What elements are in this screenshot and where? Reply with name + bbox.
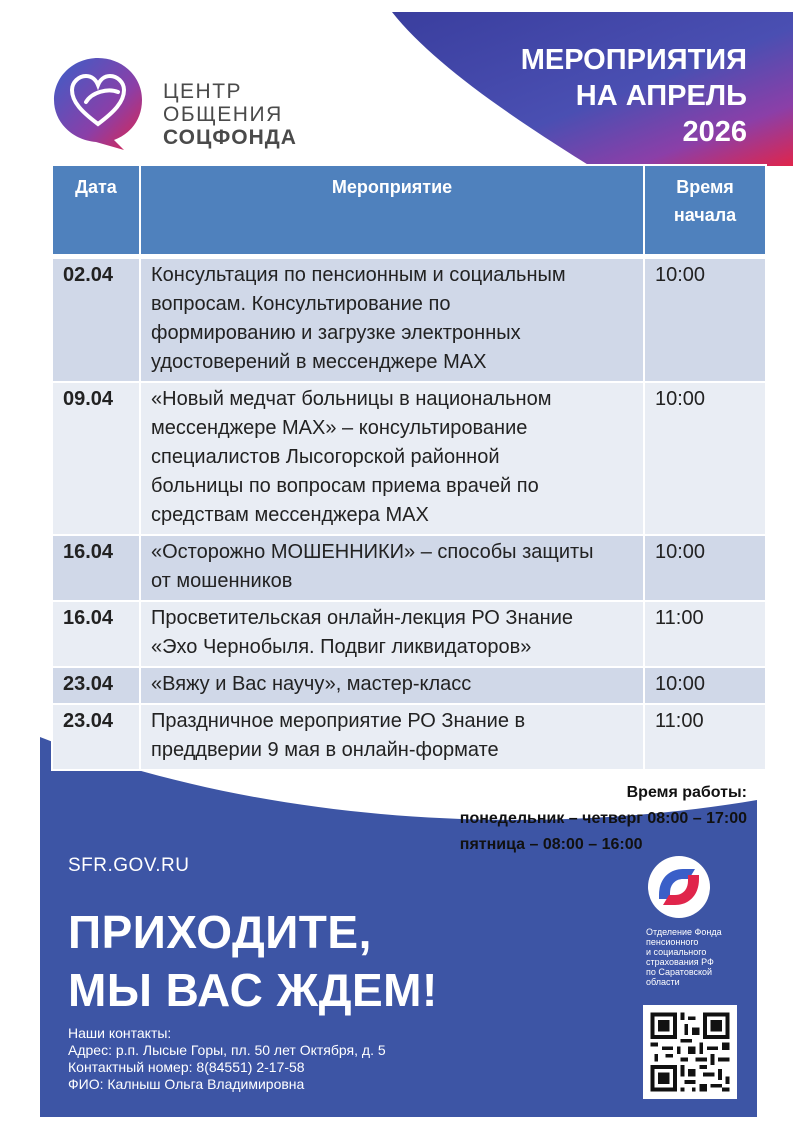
center-logo-icon — [52, 54, 144, 150]
event-description — [140, 382, 644, 535]
event-line: Просветительская онлайн-лекция РО Знание — [151, 607, 573, 629]
event-line: Праздничное мероприятие РО Знание в — [151, 710, 526, 732]
event-line: средствам мессенджера МАХ — [151, 504, 429, 526]
page-title — [521, 42, 747, 150]
event-line: специалистов Лысогорской районной — [151, 446, 500, 468]
sfr-caption-line: Отделение Фонда — [646, 927, 722, 937]
logo-line-2: ОБЩЕНИЯ — [163, 103, 283, 126]
event-line: «Новый медчат больницы в национальном — [151, 388, 552, 410]
event-description — [140, 258, 644, 382]
event-line: формированию и загрузке электронных — [151, 322, 521, 344]
contacts-block — [68, 1025, 386, 1093]
header-event: Мероприятие — [140, 165, 644, 255]
contacts-person: ФИО: Калныш Ольга Владимировна — [68, 1076, 305, 1092]
sfr-caption — [646, 927, 746, 987]
event-date: 09.04 — [52, 382, 140, 535]
event-date: 23.04 — [52, 704, 140, 770]
call-to-action — [68, 903, 438, 1019]
event-date: 02.04 — [52, 258, 140, 382]
event-time: 10:00 — [644, 258, 766, 382]
event-time: 11:00 — [644, 704, 766, 770]
event-date: 16.04 — [52, 601, 140, 667]
event-line: от мошенников — [151, 570, 293, 592]
header-time-line-1: Время — [676, 177, 734, 197]
table-row — [52, 382, 766, 535]
sfr-caption-line: пенсионного — [646, 937, 699, 947]
event-time: 10:00 — [644, 535, 766, 601]
title-line-1: МЕРОПРИЯТИЯ — [520, 44, 747, 76]
event-time: 10:00 — [644, 667, 766, 704]
contacts-address: Адрес: р.п. Лысые Горы, пл. 50 лет Октября, д. 5 — [68, 1042, 386, 1058]
event-date: 23.04 — [52, 667, 140, 704]
contacts-title: Наши контакты: — [68, 1025, 172, 1041]
sfr-caption-line: страхования РФ — [646, 957, 714, 967]
event-description — [140, 667, 644, 704]
event-line: преддверии 9 мая в онлайн-формате — [151, 739, 499, 761]
event-line: удостоверений в мессенджере МАХ — [151, 351, 487, 373]
table-row — [52, 667, 766, 704]
title-line-3: 2026 — [682, 116, 747, 148]
event-description — [140, 535, 644, 601]
event-date: 16.04 — [52, 535, 140, 601]
cta-line-2: МЫ ВАС ЖДЕМ! — [68, 964, 438, 1016]
header-time-line-2: начала — [673, 205, 737, 225]
logo-line-1: ЦЕНТР — [163, 80, 243, 103]
table-header-row — [52, 165, 766, 255]
header-time — [644, 165, 766, 255]
qr-code-icon[interactable] — [643, 1005, 737, 1099]
table-row — [52, 535, 766, 601]
table-row — [52, 601, 766, 667]
event-line: «Вяжу и Вас научу», мастер-класс — [151, 673, 472, 695]
event-description — [140, 601, 644, 667]
logo-line-3: СОЦФОНДА — [163, 126, 297, 149]
table-row — [52, 704, 766, 770]
website-link[interactable]: SFR.GOV.RU — [68, 855, 190, 876]
event-line: «Осторожно МОШЕННИКИ» – способы защиты — [151, 541, 594, 563]
event-line: Консультация по пенсионным и социальным — [151, 264, 566, 286]
hours-line-2: пятница – 08:00 – 16:00 — [459, 836, 643, 853]
sfr-logo-icon — [643, 855, 715, 919]
contacts-phone: Контактный номер: 8(84551) 2-17-58 — [68, 1059, 305, 1075]
event-line: «Эхо Чернобыля. Подвиг ликвидаторов» — [151, 636, 532, 658]
event-line: больницы по вопросам приема врачей по — [151, 475, 539, 497]
event-line: мессенджере МАХ» – консультирование — [151, 417, 528, 439]
events-table — [51, 164, 767, 771]
center-logo-text — [163, 80, 297, 149]
sfr-caption-line: и социального — [646, 947, 707, 957]
sfr-caption-line: по Саратовской — [646, 967, 713, 977]
title-line-2: НА АПРЕЛЬ — [575, 80, 747, 112]
table-row — [52, 258, 766, 382]
working-hours — [460, 780, 747, 858]
hours-title: Время работы: — [626, 784, 747, 801]
cta-line-1: ПРИХОДИТЕ, — [68, 906, 372, 958]
header-date: Дата — [52, 165, 140, 255]
event-time: 11:00 — [644, 601, 766, 667]
hours-line-1: понедельник – четверг 08:00 – 17:00 — [459, 810, 747, 827]
event-description — [140, 704, 644, 770]
sfr-caption-line: области — [646, 977, 680, 987]
event-time: 10:00 — [644, 382, 766, 535]
event-line: вопросам. Консультирование по — [151, 293, 451, 315]
